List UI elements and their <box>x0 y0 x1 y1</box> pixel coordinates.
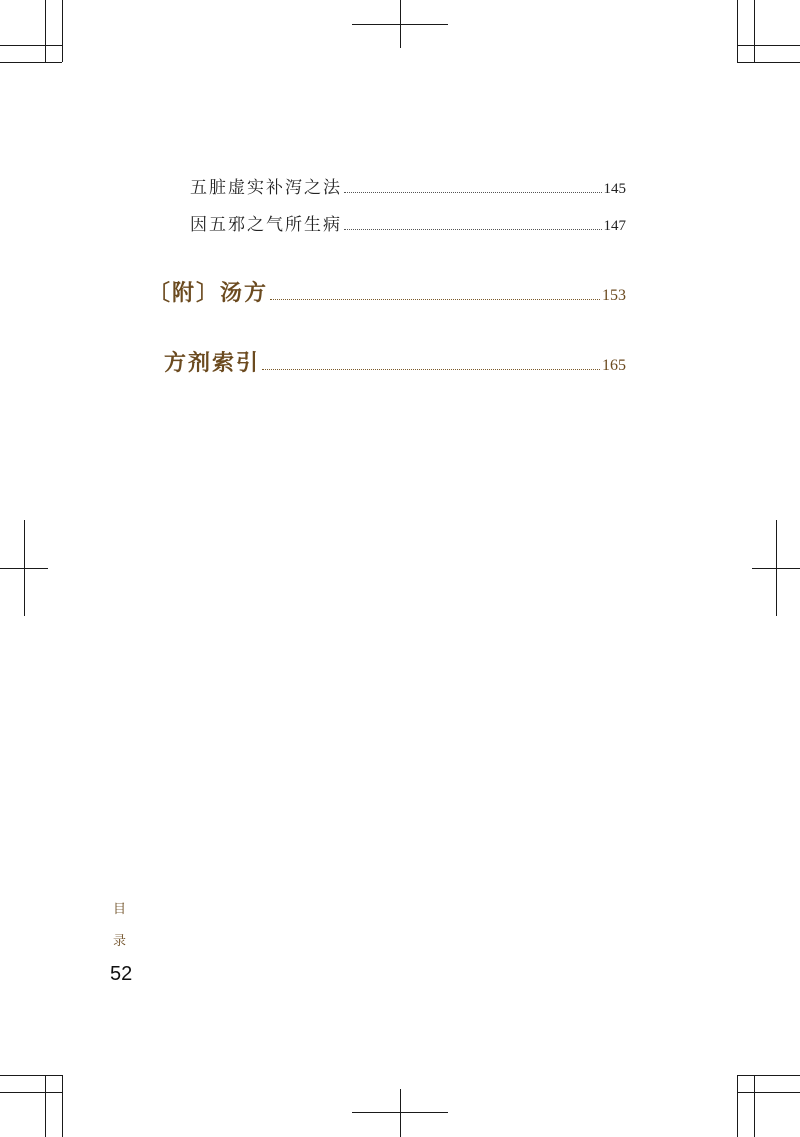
toc-entry-title: 五脏虚实补泻之法 <box>190 178 342 198</box>
crop-mark <box>737 1092 800 1093</box>
toc-entry[interactable] <box>190 173 626 198</box>
crop-mark <box>45 1075 46 1137</box>
crop-mark <box>754 1075 755 1137</box>
toc-entry[interactable] <box>190 210 626 235</box>
dot-leader <box>344 228 602 230</box>
toc-entry-title: 〔附〕汤方 <box>148 280 269 306</box>
page-number: 52 <box>110 963 133 985</box>
toc-entry-title: 方剂索引 <box>164 350 261 376</box>
crop-mark <box>737 62 800 63</box>
section-label-char: 录 <box>113 934 127 949</box>
toc-entry-page: 153 <box>602 287 626 304</box>
crop-mark <box>0 45 62 46</box>
toc-entry[interactable] <box>148 276 626 307</box>
crop-mark <box>45 0 46 62</box>
dot-leader <box>344 191 602 193</box>
toc-entry-page: 145 <box>603 181 626 197</box>
toc-entry[interactable] <box>164 346 626 377</box>
crop-mark <box>754 0 755 62</box>
crop-mark <box>0 1092 62 1093</box>
crop-mark <box>0 568 48 569</box>
toc-entry-title: 因五邪之气所生病 <box>190 215 342 235</box>
crop-mark <box>352 24 448 25</box>
crop-mark <box>737 1075 800 1076</box>
crop-mark <box>0 62 62 63</box>
crop-mark <box>737 1075 738 1137</box>
dot-leader <box>270 298 600 300</box>
crop-mark <box>737 45 800 46</box>
crop-mark <box>0 1075 62 1076</box>
crop-mark <box>400 1089 401 1137</box>
crop-mark <box>352 1112 448 1113</box>
dot-leader <box>262 368 600 370</box>
toc-entry-page: 147 <box>603 218 626 234</box>
crop-mark <box>752 568 800 569</box>
section-label-char: 目 <box>113 902 127 917</box>
toc-entry-page: 165 <box>602 357 626 374</box>
crop-mark <box>737 0 738 62</box>
crop-mark <box>62 1075 63 1137</box>
crop-mark <box>62 0 63 62</box>
